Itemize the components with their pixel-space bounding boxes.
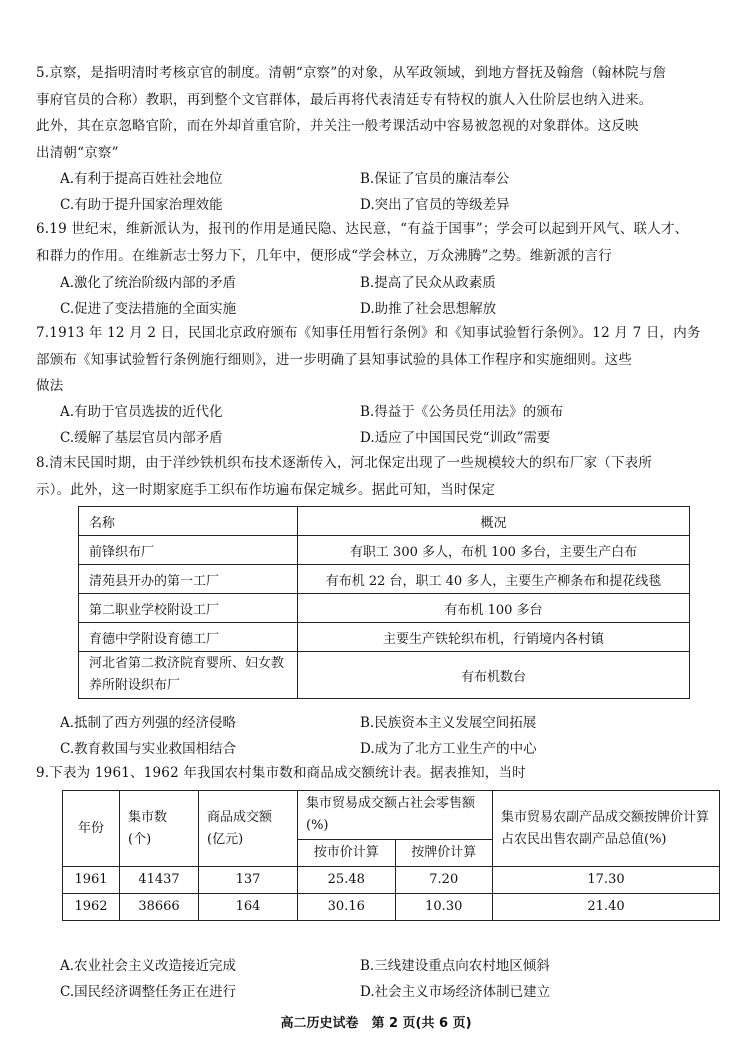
q6-option-d[interactable]: D.助推了社会思想解放 bbox=[360, 301, 497, 317]
table-row bbox=[79, 594, 690, 623]
q5-option-a[interactable]: A.有利于提高百姓社会地位 bbox=[60, 171, 223, 187]
q7-option-a[interactable]: A.有助于官员选拔的近代化 bbox=[60, 404, 223, 420]
q7-line-3: 做法 bbox=[36, 378, 64, 394]
question-7-options bbox=[60, 397, 720, 449]
table-cell: 30.16 bbox=[298, 894, 396, 921]
q9-option-c[interactable]: C.国民经济调整任务正在进行 bbox=[60, 984, 237, 1000]
table-cell: 清苑县开办的第一工厂 bbox=[79, 565, 298, 594]
table-row bbox=[63, 867, 720, 894]
table-header-overview: 概况 bbox=[298, 507, 690, 536]
q6-option-c[interactable]: C.促进了变法措施的全面实施 bbox=[60, 301, 237, 317]
table-header-share: 集市贸易成交额占社会零售额(%) bbox=[298, 791, 493, 840]
q7-option-b[interactable]: B.得益于《公务员任用法》的颁布 bbox=[360, 404, 564, 420]
q5-option-c[interactable]: C.有助于提升国家治理效能 bbox=[60, 197, 223, 213]
question-6-stem bbox=[36, 216, 726, 269]
q7-line-1: 7.1913 年 12 月 2 日，民国北京政府颁布《知事任用暂行条例》和《知事试验暂行条例》。12 月 7 日，内务 bbox=[36, 325, 701, 341]
table-cell: 17.30 bbox=[493, 867, 720, 894]
table-row bbox=[79, 565, 690, 594]
question-8-options bbox=[60, 708, 720, 760]
q9-option-b[interactable]: B.三线建设重点向农村地区倾斜 bbox=[360, 958, 550, 974]
table-header-row bbox=[79, 507, 690, 536]
question-7-stem bbox=[36, 320, 726, 400]
q6-line-1: 6.19 世纪末，维新派认为，报刊的作用是通民隐、达民意，“有益于国事”；学会可以起到开风气、联人才、 bbox=[36, 221, 689, 237]
table-cell: 前锋织布厂 bbox=[79, 536, 298, 565]
q5-line-3: 此外，其在京忽略官阶，而在外却首重官阶，并关注一般考课活动中容易被忽视的对象群体。这反映 bbox=[36, 118, 639, 134]
q5-option-d[interactable]: D.突出了官员的等级差异 bbox=[360, 197, 510, 213]
table-cell: 育德中学附设育德工厂 bbox=[79, 623, 298, 652]
q9-option-a[interactable]: A.农业社会主义改造接近完成 bbox=[60, 958, 237, 974]
table-cell: 38666 bbox=[120, 894, 199, 921]
table-cell: 10.30 bbox=[395, 894, 493, 921]
table-cell: 1961 bbox=[63, 867, 120, 894]
q8-line-1: 8.清末民国时期，由于洋纱铁机织布技术逐渐传入，河北保定出现了一些规模较大的织布厂家（下表所 bbox=[36, 455, 653, 471]
table-cell: 有布机 22 台，职工 40 多人，主要生产柳条布和提花线毯 bbox=[298, 565, 690, 594]
question-9-stem bbox=[36, 760, 726, 787]
table-cell: 主要生产铁轮织布机，行销境内各村镇 bbox=[298, 623, 690, 652]
table-header-list-price: 按牌价计算 bbox=[395, 840, 493, 867]
table-row bbox=[63, 894, 720, 921]
q8-factory-table bbox=[78, 506, 690, 699]
table-row bbox=[79, 623, 690, 652]
table-header-row bbox=[63, 791, 720, 840]
q5-option-b[interactable]: B.保证了官员的廉洁奉公 bbox=[360, 171, 510, 187]
q9-line-1: 9.下表为 1961、1962 年我国农村集市数和商品成交额统计表。据表推知，当时 bbox=[36, 765, 526, 781]
q6-option-a[interactable]: A.激化了统治阶级内部的矛盾 bbox=[60, 275, 237, 291]
question-8-stem bbox=[36, 450, 726, 503]
q7-option-c[interactable]: C.缓解了基层官员内部矛盾 bbox=[60, 430, 223, 446]
table-cell: 河北省第二救济院育婴所、妇女教养所附设织布厂 bbox=[79, 652, 298, 699]
page-footer: 高二历史试卷 第 2 页(共 6 页) bbox=[280, 1016, 472, 1031]
table-header-volume: 商品成交额(亿元) bbox=[199, 791, 298, 867]
q5-line-2: 事府官员的合称）教职，再到整个文官群体，最后再将代表清廷专有特权的旗人入仕阶层也纳入进来。 bbox=[36, 91, 653, 108]
table-header-farm-share: 集市贸易农副产品成交额按牌价计算占农民出售农副产品总值(%) bbox=[493, 791, 720, 867]
question-6-options bbox=[60, 268, 720, 320]
table-cell: 1962 bbox=[63, 894, 120, 921]
table-cell: 有布机数台 bbox=[298, 652, 690, 699]
table-cell: 有布机 100 多台 bbox=[298, 594, 690, 623]
q7-line-2: 部颁布《知事试验暂行条例施行细则》，进一步明确了县知事试验的具体工作程序和实施细则。这些 bbox=[36, 351, 633, 368]
table-cell: 有职工 300 多人，布机 100 多台，主要生产白布 bbox=[298, 536, 690, 565]
q5-line-4: 出清朝“京察” bbox=[36, 144, 119, 161]
table-header-markets: 集市数(个) bbox=[120, 791, 199, 867]
question-5-options bbox=[60, 164, 720, 216]
q7-option-d[interactable]: D.适应了中国国民党“训政”需要 bbox=[360, 430, 551, 446]
question-5-stem bbox=[36, 60, 726, 166]
q5-line-1: 5.京察，是指明清时考核京官的制度。清朝“京察”的对象，从军政领域，到地方督抚及翰詹（翰林院与詹 bbox=[36, 65, 667, 81]
q6-option-b[interactable]: B.提高了民众从政素质 bbox=[360, 275, 496, 291]
q6-line-2: 和群力的作用。在维新志士努力下，几年中，便形成“学会林立，万众沸腾”之势。维新派的言行 bbox=[36, 247, 612, 264]
q8-option-a[interactable]: A.抵制了西方列强的经济侵略 bbox=[60, 715, 237, 731]
table-row bbox=[79, 652, 690, 699]
table-header-name: 名称 bbox=[79, 507, 298, 536]
q8-line-2: 示）。此外，这一时期家庭手工织布作坊遍布保定城乡。据此可知，当时保定 bbox=[36, 481, 496, 498]
table-cell: 25.48 bbox=[298, 867, 396, 894]
q9-market-table bbox=[62, 790, 720, 921]
table-header-market-price: 按市价计算 bbox=[298, 840, 396, 867]
table-row bbox=[79, 536, 690, 565]
q8-option-b[interactable]: B.民族资本主义发展空间拓展 bbox=[360, 715, 537, 731]
table-cell: 第二职业学校附设工厂 bbox=[79, 594, 298, 623]
table-cell: 7.20 bbox=[395, 867, 493, 894]
q9-option-d[interactable]: D.社会主义市场经济体制已建立 bbox=[360, 984, 551, 1000]
q8-option-c[interactable]: C.教育救国与实业救国相结合 bbox=[60, 741, 237, 757]
table-cell: 41437 bbox=[120, 867, 199, 894]
table-header-year: 年份 bbox=[63, 791, 120, 867]
question-9-options bbox=[60, 951, 720, 1003]
table-cell: 21.40 bbox=[493, 894, 720, 921]
table-cell: 164 bbox=[199, 894, 298, 921]
table-cell: 137 bbox=[199, 867, 298, 894]
q8-option-d[interactable]: D.成为了北方工业生产的中心 bbox=[360, 741, 537, 757]
